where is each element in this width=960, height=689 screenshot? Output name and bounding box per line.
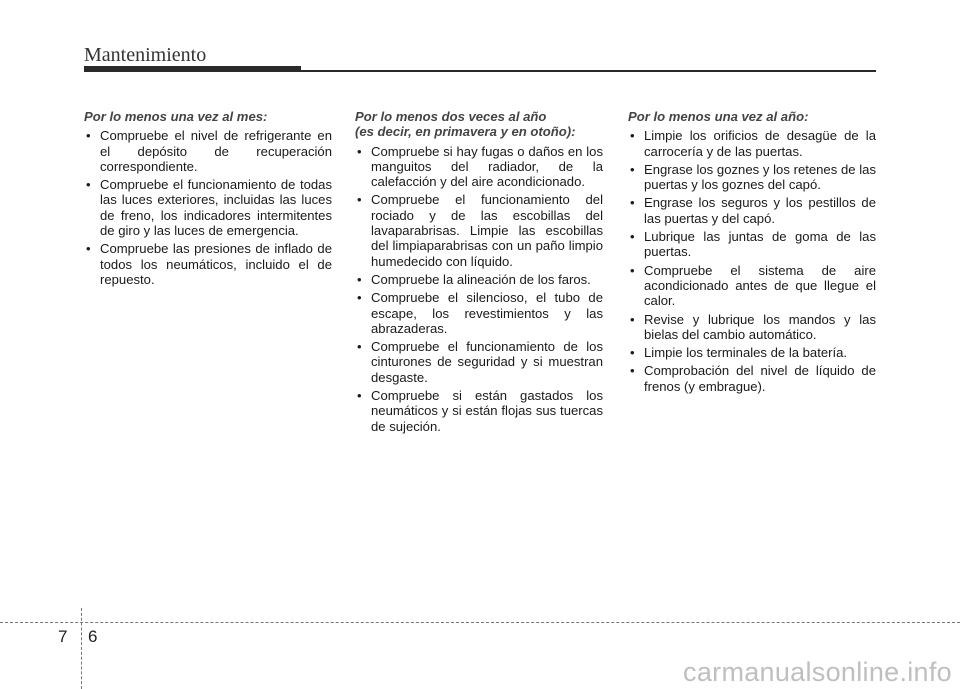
bullet-icon: •: [630, 161, 635, 177]
column-heading-line: Por lo menos dos veces al año: [355, 109, 547, 124]
bullet-icon: •: [86, 128, 91, 144]
bullet-icon: •: [630, 195, 635, 211]
list-item: [355, 192, 605, 268]
bullet-icon: •: [86, 241, 91, 257]
watermark: carmanualsonline.info: [683, 657, 952, 687]
column-heading: [84, 109, 334, 124]
bullet-icon: •: [357, 143, 362, 159]
list-item-text: Engrase los goznes y los retenes de las puertas y los goznes del capó.: [644, 161, 876, 193]
bullet-icon: •: [630, 262, 635, 278]
column-monthly: [84, 109, 334, 290]
list-item: [355, 144, 605, 190]
list-item: [628, 229, 878, 260]
list-item-text: Lubrique las juntas de goma de las puertas.: [644, 229, 876, 260]
list-item-text: Compruebe el silencioso, el tubo de escape, los revestimientos y las abrazaderas.: [371, 290, 603, 336]
checklist: [355, 144, 605, 434]
section-title: Mantenimiento: [84, 44, 207, 66]
bullet-icon: •: [357, 290, 362, 306]
page-number: 6: [88, 627, 98, 646]
bullet-icon: •: [357, 388, 362, 404]
bullet-icon: •: [630, 363, 635, 379]
list-item: [355, 272, 605, 287]
list-item: [628, 363, 878, 394]
list-item: [84, 177, 334, 238]
footer-divider: [0, 622, 960, 623]
column-heading-line: Por lo menos una vez al mes:: [84, 109, 268, 124]
column-twice-yearly: [355, 109, 605, 437]
list-item-text: Compruebe el funcionamiento del rociado y de las escobillas del lavaparabrisas. Limpie las escobillas del limpiaparabrisas con un paño limpio humedecido con líquido.: [371, 192, 603, 269]
list-item: [355, 339, 605, 385]
bullet-icon: •: [357, 339, 362, 355]
checklist: [628, 128, 878, 394]
bullet-icon: •: [86, 177, 91, 193]
list-item: [628, 345, 878, 360]
column-heading-line: (es decir, en primavera y en otoño):: [355, 124, 576, 140]
header-rule-thin: [301, 70, 876, 72]
list-item-text: Compruebe el funcionamiento de todas las luces exteriores, incluidas las luces de freno, los indicadores intermitentes de giro y las luces de emergencia.: [100, 177, 332, 239]
list-item-text: Compruebe el funcionamiento de los cinturones de seguridad y si muestran desgaste.: [371, 339, 603, 385]
list-item: [628, 162, 878, 193]
column-heading-line: Por lo menos una vez al año:: [628, 109, 809, 124]
bullet-icon: •: [630, 229, 635, 245]
column-yearly: [628, 109, 878, 397]
header-rule-thick: [84, 66, 301, 72]
list-item-text: Compruebe la alineación de los faros.: [371, 271, 591, 287]
list-item-text: Limpie los terminales de la batería.: [644, 345, 848, 361]
list-item-text: Revise y lubrique los mandos y las bielas del cambio automático.: [644, 311, 876, 342]
bullet-icon: •: [357, 192, 362, 208]
checklist: [84, 128, 334, 287]
list-item: [84, 128, 334, 174]
bullet-icon: •: [630, 345, 635, 361]
list-item-text: Compruebe las presiones de inflado de todos los neumáticos, incluido el de repuesto.: [100, 241, 332, 287]
list-item-text: Compruebe si están gastados los neumáticos y si están flojas sus tuercas de sujeción.: [371, 388, 603, 434]
list-item: [355, 290, 605, 336]
bullet-icon: •: [630, 311, 635, 327]
bullet-icon: •: [630, 128, 635, 144]
list-item: [628, 263, 878, 309]
footer-page-divider: [81, 608, 82, 689]
list-item-text: Comprobación del nivel de líquido de frenos (y embrague).: [644, 363, 876, 394]
list-item-text: Compruebe el nivel de refrigerante en el depósito de recuperación correspondiente.: [100, 128, 332, 174]
list-item-text: Compruebe el sistema de aire acondicionado antes de que llegue el calor.: [644, 262, 876, 309]
column-heading: [628, 109, 878, 124]
list-item: [628, 128, 878, 159]
list-item: [628, 195, 878, 226]
list-item-text: Limpie los orificios de desagüe de la carrocería y de las puertas.: [644, 128, 876, 159]
chapter-number: 7: [58, 627, 68, 646]
list-item: [355, 388, 605, 434]
column-heading: [355, 109, 605, 140]
list-item-text: Engrase los seguros y los pestillos de las puertas y del capó.: [644, 195, 876, 226]
list-item: [628, 312, 878, 343]
bullet-icon: •: [357, 271, 362, 287]
list-item: [84, 241, 334, 287]
list-item-text: Compruebe si hay fugas o daños en los manguitos del radiador, de la calefacción y del aire acondicionado.: [371, 143, 603, 190]
